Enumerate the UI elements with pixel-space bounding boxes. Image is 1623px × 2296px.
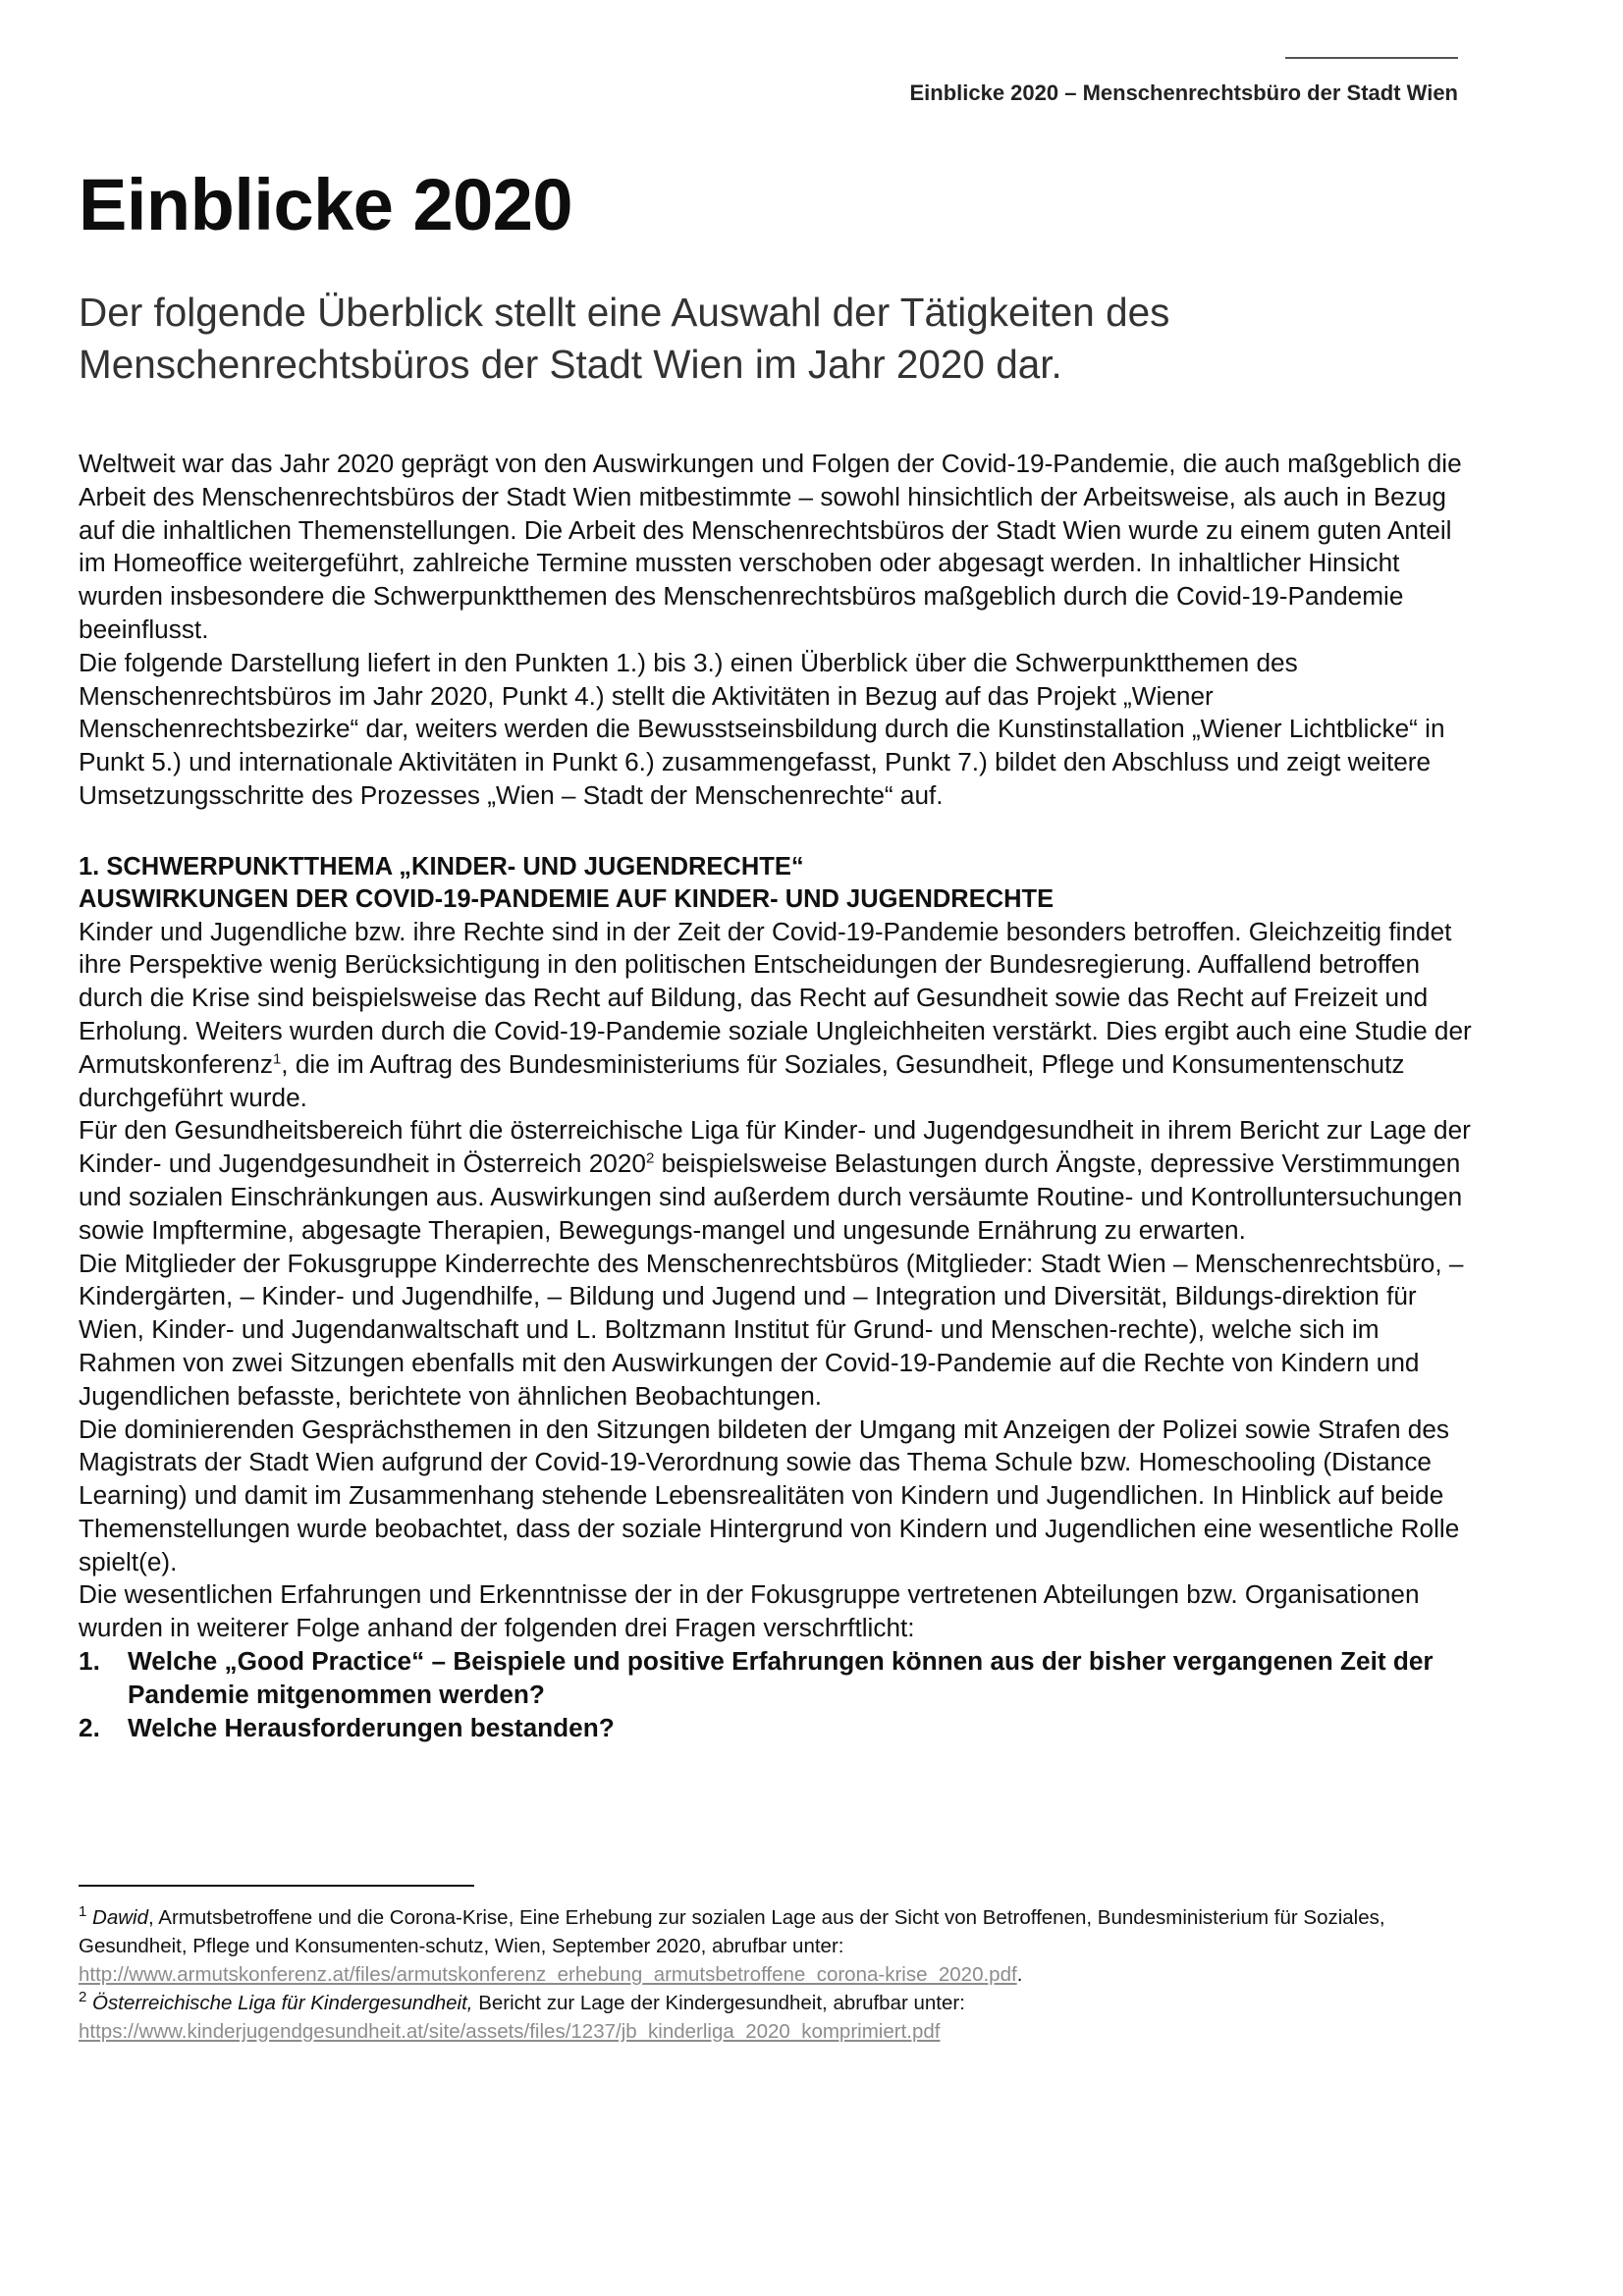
footnote-2 bbox=[79, 1990, 1473, 2047]
question-text: Welche „Good Practice“ – Beispiele und positive Erfahrungen können aus der bisher vergangenen Zeit der Pandemie mitgenommen werden? bbox=[128, 1646, 1434, 1709]
paragraph-text: Kinder und Jugendliche bzw. ihre Rechte sind in der Zeit der Covid-19-Pandemie besonders betroffen. Gleichzeitig findet ihre Perspektive wenig Berücksichtigung in den politischen Entscheidungen der Bundesregierung. Auffallend betroffen durch die Krise sind beispielsweise das Recht auf Bildung, das Recht auf Gesundheit sowie das Recht auf Freizeit und Erholung. Weiters wurden durch die Covid-19-Pandemie soziale Ungleichheiten verstärkt. Dies ergibt auch eine Studie der Armutskonferenz bbox=[79, 916, 1472, 1079]
section-1-paragraph-3: Die Mitglieder der Fokusgruppe Kinderrechte des Menschenrechtsbüros (Mitglieder: Stadt Wien – Menschenrechtsbüro, – Kindergärten, – Kinder- und Jugendhilfe, – Bildung und Jugend und – Integration und Diversität, Bildungs-direktion für Wien, Kinder- und Jugendanwaltschaft und L. Boltzmann Institut für Grund- und Menschen-rechte), welche sich im Rahmen von zwei Sitzungen ebenfalls mit den Auswirkungen der Covid-19-Pandemie auf die Rechte von Kindern und Jugendlichen befasste, berichtete von ähnlichen Beobachtungen. bbox=[79, 1248, 1464, 1411]
question-number: 2. bbox=[79, 1712, 100, 1742]
footnote-author: Dawid bbox=[92, 1906, 149, 1929]
section-1-heading-line-1: 1. SCHWERPUNKTTHEMA „KINDER- UND JUGENDRECHTE“ bbox=[79, 852, 804, 881]
question-number: 1. bbox=[79, 1646, 100, 1677]
running-header: Einblicke 2020 – Menschenrechtsbüro der Stadt Wien bbox=[909, 80, 1458, 105]
section-1-heading-line-2: AUSWIRKUNGEN DER COVID-19-PANDEMIE AUF KINDER- UND JUGENDRECHTE bbox=[79, 884, 1055, 913]
lead-text: Der folgende Überblick stellt eine Auswahl der Tätigkeiten des Menschenrechtsbüros der Stadt Wien im Jahr 2020 dar. bbox=[79, 290, 1170, 387]
footnotes bbox=[79, 1904, 1473, 2046]
section-1-heading bbox=[79, 851, 1473, 916]
section-1-paragraph-5: Die wesentlichen Erfahrungen und Erkenntnisse der in der Fokusgruppe vertretenen Abteilungen bzw. Organisationen wurden in weiterer Folge anhand der folgenden drei Fragen verschrftlicht: bbox=[79, 1579, 1420, 1643]
footnote-punctuation: . bbox=[1016, 1962, 1023, 1986]
section-1-paragraph-2 bbox=[79, 1114, 1473, 1247]
footnote-author: Österreichische Liga für Kindergesundheit, bbox=[92, 1991, 473, 2014]
intro-paragraph-2: Die folgende Darstellung liefert in den Punkten 1.) bis 3.) einen Überblick über die Schwerpunktthemen des Menschenrechtsbüros im Jahr 2020, Punkt 4.) stellt die Aktivitäten in Bezug auf das Projekt „Wiener Menschenrechtsbezirke“ dar, weiters werden die Bewusstseinsbildung durch die Kunstinstallation „Wiener Lichtblicke“ in Punkt 5.) und internationale Aktivitäten in Punkt 6.) zusammengefasst, Punkt 7.) bildet den Abschluss und zeigt weitere Umsetzungsschritte des Prozesses „Wien – Stadt der Menschenrechte“ auf. bbox=[79, 647, 1445, 810]
page-title: Einblicke 2020 bbox=[79, 164, 573, 245]
footnote-1-link[interactable]: http://www.armutskonferenz.at/files/armutskonferenz_erhebung_armutsbetroffene_corona-krise_2020.pdf bbox=[79, 1962, 1017, 1986]
footnote-1 bbox=[79, 1904, 1473, 1990]
footnote-2-link[interactable]: https://www.kinderjugendgesundheit.at/site/assets/files/1237/jb_kinderliga_2020_komprimiert.pdf bbox=[79, 2019, 941, 2043]
footnote-ref-1[interactable]: 1 bbox=[272, 1050, 282, 1067]
paragraph-text: , die im Auftrag des Bundesministeriums für Soziales, Gesundheit, Pflege und Konsumentenschutz durchgeführt wurde. bbox=[79, 1048, 1405, 1112]
intro-paragraph-1: Weltweit war das Jahr 2020 geprägt von den Auswirkungen und Folgen der Covid-19-Pandemie, die auch maßgeblich die Arbeit des Menschenrechtsbüros der Stadt Wien mitbestimmte – sowohl hinsichtlich der Arbeitsweise, als auch in Bezug auf die inhaltlichen Themenstellungen. Die Arbeit des Menschenrechtsbüros der Stadt Wien wurde zu einem guten Anteil im Homeoffice weitergeführt, zahlreiche Termine mussten verschoben oder abgesagt werden. In inhaltlicher Hinsicht wurden insbesondere die Schwerpunktthemen des Menschenrechtsbüros maßgeblich durch die Covid-19-Pandemie beeinflusst. bbox=[79, 449, 1462, 644]
body-text bbox=[79, 448, 1473, 1744]
paragraph-text: Für den Gesundheitsbereich führt die österreichische Liga für Kinder- und Jugendgesundheit in ihrem Bericht zur Lage der Kinder- und Jugendgesundheit in Österreich 2020 bbox=[79, 1115, 1471, 1179]
question-item bbox=[79, 1645, 1473, 1712]
section-1-paragraph-1 bbox=[79, 916, 1473, 1115]
question-item bbox=[79, 1712, 1473, 1745]
question-text: Welche Herausforderungen bestanden? bbox=[128, 1712, 615, 1742]
footnote-separator bbox=[79, 1885, 474, 1887]
footnote-mark: 1 bbox=[79, 1903, 87, 1921]
header-rule bbox=[1285, 57, 1458, 59]
question-list bbox=[79, 1645, 1473, 1744]
section-1-paragraph-4: Die dominierenden Gesprächsthemen in den Sitzungen bildeten der Umgang mit Anzeigen der Polizei sowie Strafen des Magistrats der Stadt Wien aufgrund der Covid-19-Verordnung sowie das Thema Schule bzw. Homeschooling (Distance Learning) und damit im Zusammenhang stehende Lebensrealitäten von Kindern und Jugendlichen. In Hinblick auf beide Themenstellungen wurde beobachtet, dass der soziale Hintergrund von Kindern und Jugendlichen eine wesentliche Rolle spielt(e). bbox=[79, 1414, 1460, 1576]
footnote-ref-2[interactable]: 2 bbox=[645, 1149, 655, 1167]
footnote-text: Bericht zur Lage der Kindergesundheit, abrufbar unter: bbox=[472, 1991, 965, 2014]
paragraph-text: beispielsweise Belastungen durch Ängste, depressive Verstimmungen und sozialen Einschränkungen aus. Auswirkungen sind außerdem durch versäumte Routine- und Kontrolluntersuchungen sowie Impftermine, abgesagte Therapien, Bewegungs-mangel und ungesunde Ernährung zu erwarten. bbox=[79, 1148, 1463, 1245]
footnote-text: , Armutsbetroffene und die Corona-Krise, Eine Erhebung zur sozialen Lage aus der Sicht von Betroffenen, Bundesministerium für Soziales, Gesundheit, Pflege und Konsumenten-schutz, Wien, September 2020, abrufbar unter: bbox=[79, 1906, 1385, 1957]
footnote-mark: 2 bbox=[79, 1988, 87, 2005]
